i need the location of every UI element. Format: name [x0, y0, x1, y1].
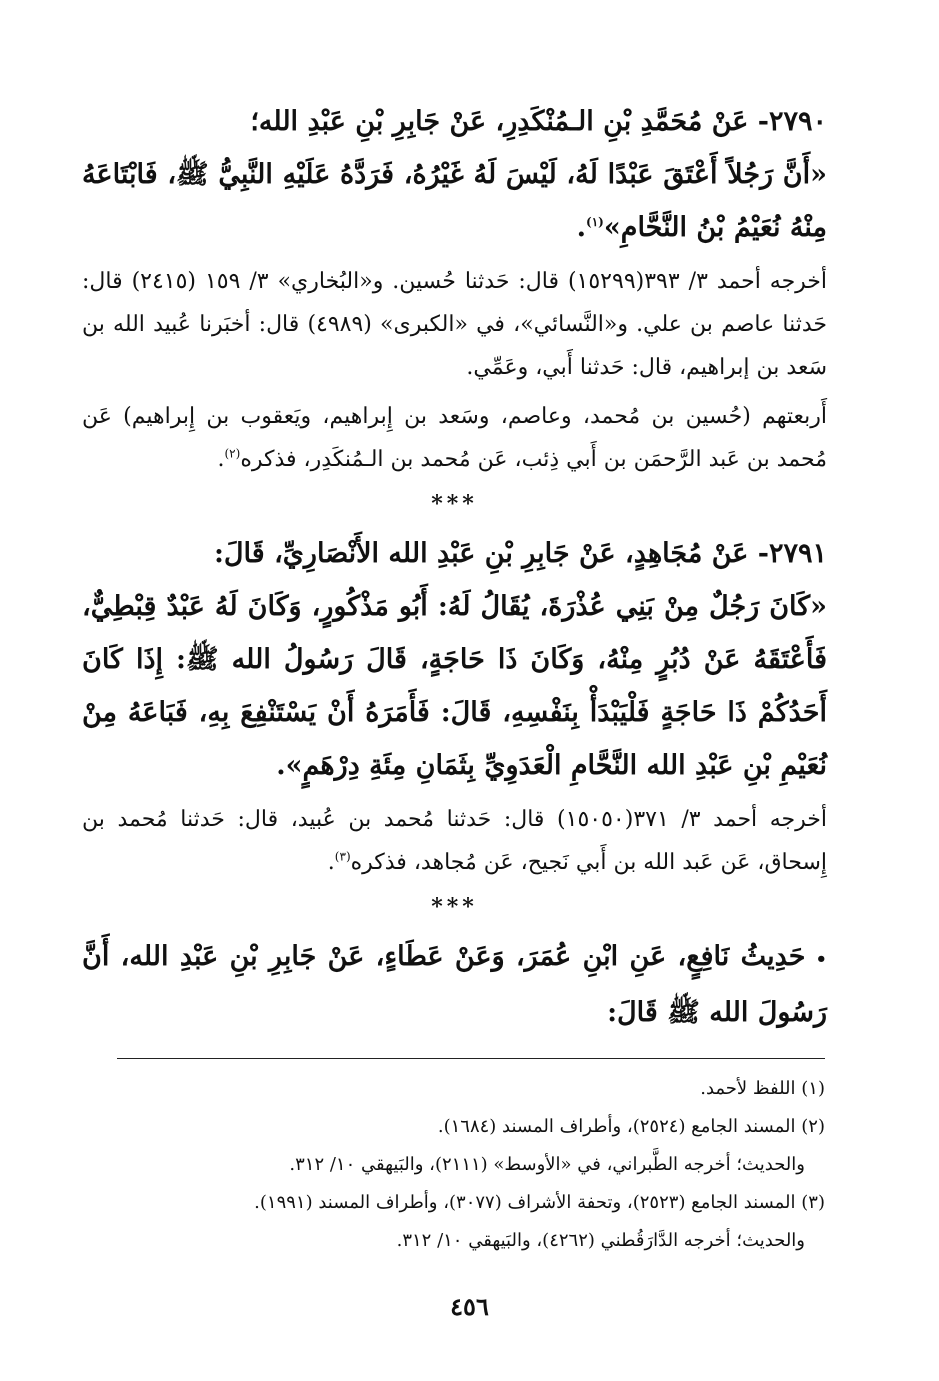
page-number: ٤٥٦: [450, 1292, 489, 1321]
bullet-hadith-heading: [82, 930, 827, 1039]
hadith-2790-takhrij-2: [82, 395, 827, 481]
section-separator: ***: [431, 491, 478, 517]
bullet-hadith-text: حَدِيثُ نَافِعٍ، عَنِ ابْنِ عُمَرَ، وَعَنْ عَطَاءٍ، عَنْ جَابِرِ بْنِ عَبْدِ الله، أَنَّ رَسُولَ الله ﷺ قَالَ:: [82, 941, 827, 1028]
bullet-icon: •: [815, 949, 827, 970]
footnote-ref-2[interactable]: (٢): [224, 446, 241, 461]
takhrij-2-text: أَربعتهم (حُسين بن مُحمد، وعاصم، وسَعد بن إِبراهيم، ويَعقوب بن إِبراهيم) عَن مُحمد بن عَبد الرَّحمَن بن أَبي ذِئب، عَن مُحمد بن الـمُنكَدِر، فذكره: [82, 404, 827, 472]
hadith-2791-takhrij: [82, 798, 827, 884]
page-body: [82, 95, 827, 1039]
footnote-divider: [117, 1058, 825, 1059]
takhrij-3-text: أخرجه أحمد ٣/ ٣٧١(١٥٠٥٠) قال: حَدثنا مُحمد بن عُبيد، قال: حَدثنا مُحمد بن إِسحاق، عَن عَبد الله بن أَبي نَجيح، عَن مُجاهد، فذكره: [82, 807, 827, 875]
hadith-2790-takhrij-1: أخرجه أحمد ٣/ ٣٩٣(١٥٢٩٩) قال: حَدثنا حُسين. و«البُخاري» ٣/ ١٥٩ (٢٤١٥) قال: حَدثنا عاصم بن علي. و«النَّسائي»، في «الكبرى» (٤٩٨٩) قال: أخبَرنا عُبيد الله بن سَعد بن إبراهيم، قال: حَدثنا أَبي، وعَمِّي.: [82, 269, 828, 380]
hadith-2790-matn: «أَنَّ رَجُلاً أَعْتَقَ عَبْدًا لَهُ، لَيْسَ لَهُ غَيْرُهُ، فَرَدَّهُ عَلَيْهِ النَّبِيُّ ﷺ، فَابْتَاعَهُ مِنْهُ نُعَيْمُ بْنُ النَّحَّامِ»: [82, 159, 827, 243]
takhrij-3-end: .: [327, 850, 335, 875]
footnote-3: (٣) المسند الجامع (٢٥٢٣)، وتحفة الأشراف (٣٠٧٧)، وأطراف المسند (١٩٩١).: [254, 1192, 825, 1213]
takhrij-2-end: .: [217, 447, 225, 472]
hadith-2790-heading: ٢٧٩٠- عَنْ مُحَمَّدِ بْنِ الـمُنْكَدِرِ، عَنْ جَابِرِ بْنِ عَبْدِ الله؛: [250, 106, 827, 137]
hadith-2790-text: «أَنَّ رَجُلاً أَعْتَقَ عَبْدًا لَهُ، لَيْسَ لَهُ غَيْرُهُ، فَرَدَّهُ عَلَيْهِ النَّبِيُّ ﷺ، فَابْتَاعَهُ مِنْهُ نُعَيْمُ بْنُ النَّحَّامِ»$^{(١)}$.: [82, 159, 827, 243]
hadith-2791-text: «كَانَ رَجُلٌ مِنْ بَنِي عُذْرَةَ، يُقَالُ لَهُ: أَبُو مَذْكُورٍ، وَكَانَ لَهُ عَبْدٌ قِبْطِيٌّ، فَأَعْتَقَهُ عَنْ دُبُرٍ مِنْهُ، وَكَانَ ذَا حَاجَةٍ، قَالَ رَسُولُ الله ﷺ: إِذَا كَانَ أَحَدُكُمْ ذَا حَاجَةٍ فَلْيَبْدَأْ بِنَفْسِهِ، قَالَ: فَأَمَرَهُ أَنْ يَسْتَنْفِعَ بِهِ، فَبَاعَهُ مِنْ نُعَيْمِ بْنِ عَبْدِ الله النَّحَّامِ الْعَدَوِيِّ بِثَمَانِ مِئَةِ دِرْهَمٍ».: [82, 591, 827, 781]
footnote-3-continued: والحديث؛ أخرجه الدَّارَقُطني (٤٢٦٢)، والبَيهقي ١٠/ ٣١٢.: [396, 1230, 805, 1251]
footnote-ref-3[interactable]: (٣): [334, 849, 351, 864]
footnote-ref-1[interactable]: (١): [586, 215, 604, 229]
footnotes: [170, 1070, 825, 1260]
footnote-2: (٢) المسند الجامع (٢٥٢٤)، وأطراف المسند (١٦٨٤).: [437, 1116, 825, 1137]
hadith-2791-heading: ٢٧٩١- عَنْ مُجَاهِدٍ، عَنْ جَابِرِ بْنِ عَبْدِ الله الأَنْصَارِيِّ، قَالَ:: [213, 538, 827, 569]
footnote-1: (١) اللفظ لأحمد.: [700, 1078, 825, 1099]
footnote-2-continued: والحديث؛ أخرجه الطَّبراني، في «الأوسط» (٢١١١)، والبَيهقي ١٠/ ٣١٢.: [289, 1154, 805, 1175]
section-separator-2: ***: [431, 894, 478, 920]
